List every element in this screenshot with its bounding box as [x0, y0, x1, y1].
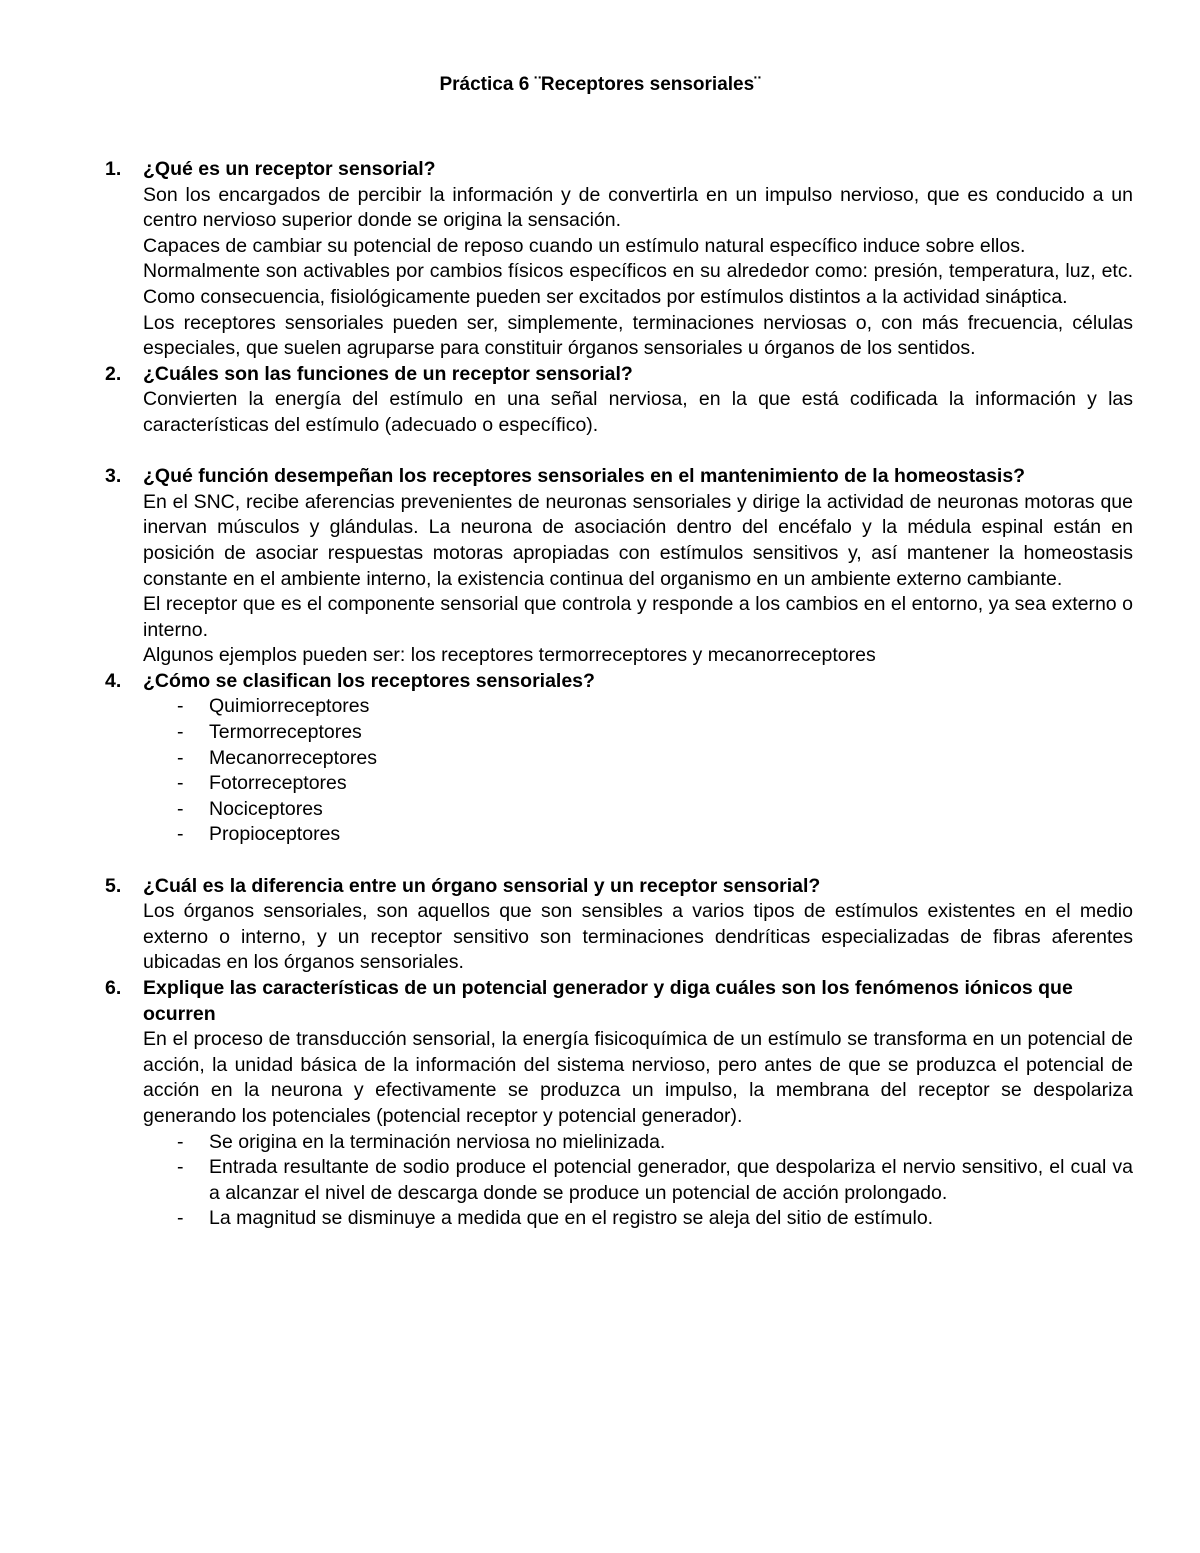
receptor-classification-list: [105, 694, 1133, 848]
list-item: [105, 1130, 1133, 1156]
generator-potential-list: [105, 1130, 1133, 1232]
dash-marker: -: [177, 721, 184, 744]
dash-marker: -: [177, 695, 184, 718]
question-4: [105, 669, 1133, 695]
list-item-text: Termorreceptores: [209, 721, 362, 744]
blank-line: [105, 439, 1133, 465]
list-item: [105, 797, 1133, 823]
list-item-text: Fotorreceptores: [209, 772, 347, 795]
answer-paragraph: Normalmente son activables por cambios físicos específicos en su alrededor como: presión, temperatura, luz, etc. Como consecuencia, fisiológicamente pueden ser excitados por estímulos distintos a la actividad sináptica.: [143, 260, 1133, 308]
answer-paragraph: En el proceso de transducción sensorial, la energía fisicoquímica de un estímulo se transforma en un potencial de acción, la unidad básica de la información del sistema nervioso, pero antes de que se produzca el potencial de acción en la neurona y efectivamente se produzca un impulso, la membrana del receptor se despolariza generando los potenciales (potencial receptor y potencial generador).: [143, 1028, 1133, 1127]
question-title: ¿Cuáles son las funciones de un receptor sensorial?: [143, 362, 633, 385]
document-body: [105, 157, 1133, 1232]
question-number: 1.: [105, 158, 122, 180]
question-2: [105, 362, 1133, 439]
dash-marker: -: [177, 746, 184, 769]
question-number: 6.: [105, 977, 122, 999]
question-number: 4.: [105, 669, 122, 692]
question-title: ¿Qué es un receptor sensorial?: [143, 158, 436, 180]
question-6: [105, 976, 1133, 1130]
answer-paragraph: Son los encargados de percibir la información y de convertirla en un impulso nervioso, que es conducido a un centro nervioso superior donde se origina la sensación.: [143, 183, 1133, 232]
list-item: [105, 1206, 1133, 1232]
dash-marker: -: [177, 1207, 184, 1230]
question-title: ¿Cómo se clasifican los receptores sensoriales?: [143, 669, 595, 692]
dash-marker: -: [177, 797, 184, 820]
list-item-text: Nociceptores: [209, 797, 323, 820]
question-title: ¿Qué función desempeñan los receptores sensoriales en el mantenimiento de la homeostasis?: [143, 465, 1026, 488]
answer-paragraph: Convierten la energía del estímulo en una señal nerviosa, en la que está codificada la información y las características del estímulo (adecuado o específico).: [143, 388, 1133, 436]
dash-marker: -: [177, 1156, 184, 1179]
dash-marker: -: [177, 772, 184, 795]
list-item-text: Entrada resultante de sodio produce el potencial generador, que despolariza el nervio sensitivo, el cual va a alcanzar el nivel de descarga donde se produce un potencial de acción prolongado.: [209, 1156, 1133, 1204]
list-item: [105, 1155, 1133, 1206]
answer-paragraph: Los órganos sensoriales, son aquellos que son sensibles a varios tipos de estímulos existentes en el medio externo o interno, y un receptor sensitivo son terminaciones dendríticas especializadas de fibras aferentes ubicadas en los órganos sensoriales.: [143, 900, 1133, 974]
dash-marker: -: [177, 823, 184, 846]
list-item-text: Quimiorreceptores: [209, 695, 370, 718]
blank-line: [105, 848, 1133, 874]
list-item: [105, 746, 1133, 772]
list-item-text: Propioceptores: [209, 823, 341, 846]
answer-paragraph: Los receptores sensoriales pueden ser, simplemente, terminaciones nerviosas o, con más frecuencia, células especiales, que suelen agruparse para constituir órganos sensoriales u órganos de los sentidos.: [143, 311, 1133, 360]
list-item-text: La magnitud se disminuye a medida que en el registro se aleja del sitio de estímulo.: [209, 1207, 934, 1230]
list-item-text: Se origina en la terminación nerviosa no mielinizada.: [209, 1130, 666, 1153]
question-number: 5.: [105, 874, 122, 897]
list-item: [105, 771, 1133, 797]
question-1: [105, 157, 1133, 362]
question-number: 2.: [105, 362, 122, 385]
list-item: [105, 720, 1133, 746]
list-item: [105, 694, 1133, 720]
question-5: [105, 874, 1133, 976]
answer-paragraph: Capaces de cambiar su potencial de reposo cuando un estímulo natural específico induce sobre ellos.: [143, 234, 1026, 257]
list-item: [105, 822, 1133, 848]
answer-paragraph: El receptor que es el componente sensorial que controla y responde a los cambios en el entorno, ya sea externo o interno.: [143, 593, 1133, 641]
question-3: [105, 464, 1133, 669]
question-title: Explique las características de un potencial generador y diga cuáles son los fenómenos iónicos que ocurren: [143, 977, 1073, 1025]
answer-paragraph: En el SNC, recibe aferencias prevenientes de neuronas sensoriales y dirige la actividad de neuronas motoras que inervan músculos y glándulas. La neurona de asociación dentro del encéfalo y la médula espinal están en posición de asociar respuestas motoras apropiadas con estímulos sensitivos y, así mantener la homeostasis constante en el ambiente interno, la existencia continua del organismo en un ambiente externo cambiante.: [143, 490, 1133, 590]
list-item-text: Mecanorreceptores: [209, 746, 377, 769]
page-title: Práctica 6 ¨Receptores sensoriales¨: [439, 74, 761, 95]
answer-paragraph: Algunos ejemplos pueden ser: los receptores termorreceptores y mecanorreceptores: [143, 644, 876, 667]
dash-marker: -: [177, 1130, 184, 1153]
question-title: ¿Cuál es la diferencia entre un órgano sensorial y un receptor sensorial?: [143, 874, 821, 897]
question-number: 3.: [105, 465, 122, 488]
